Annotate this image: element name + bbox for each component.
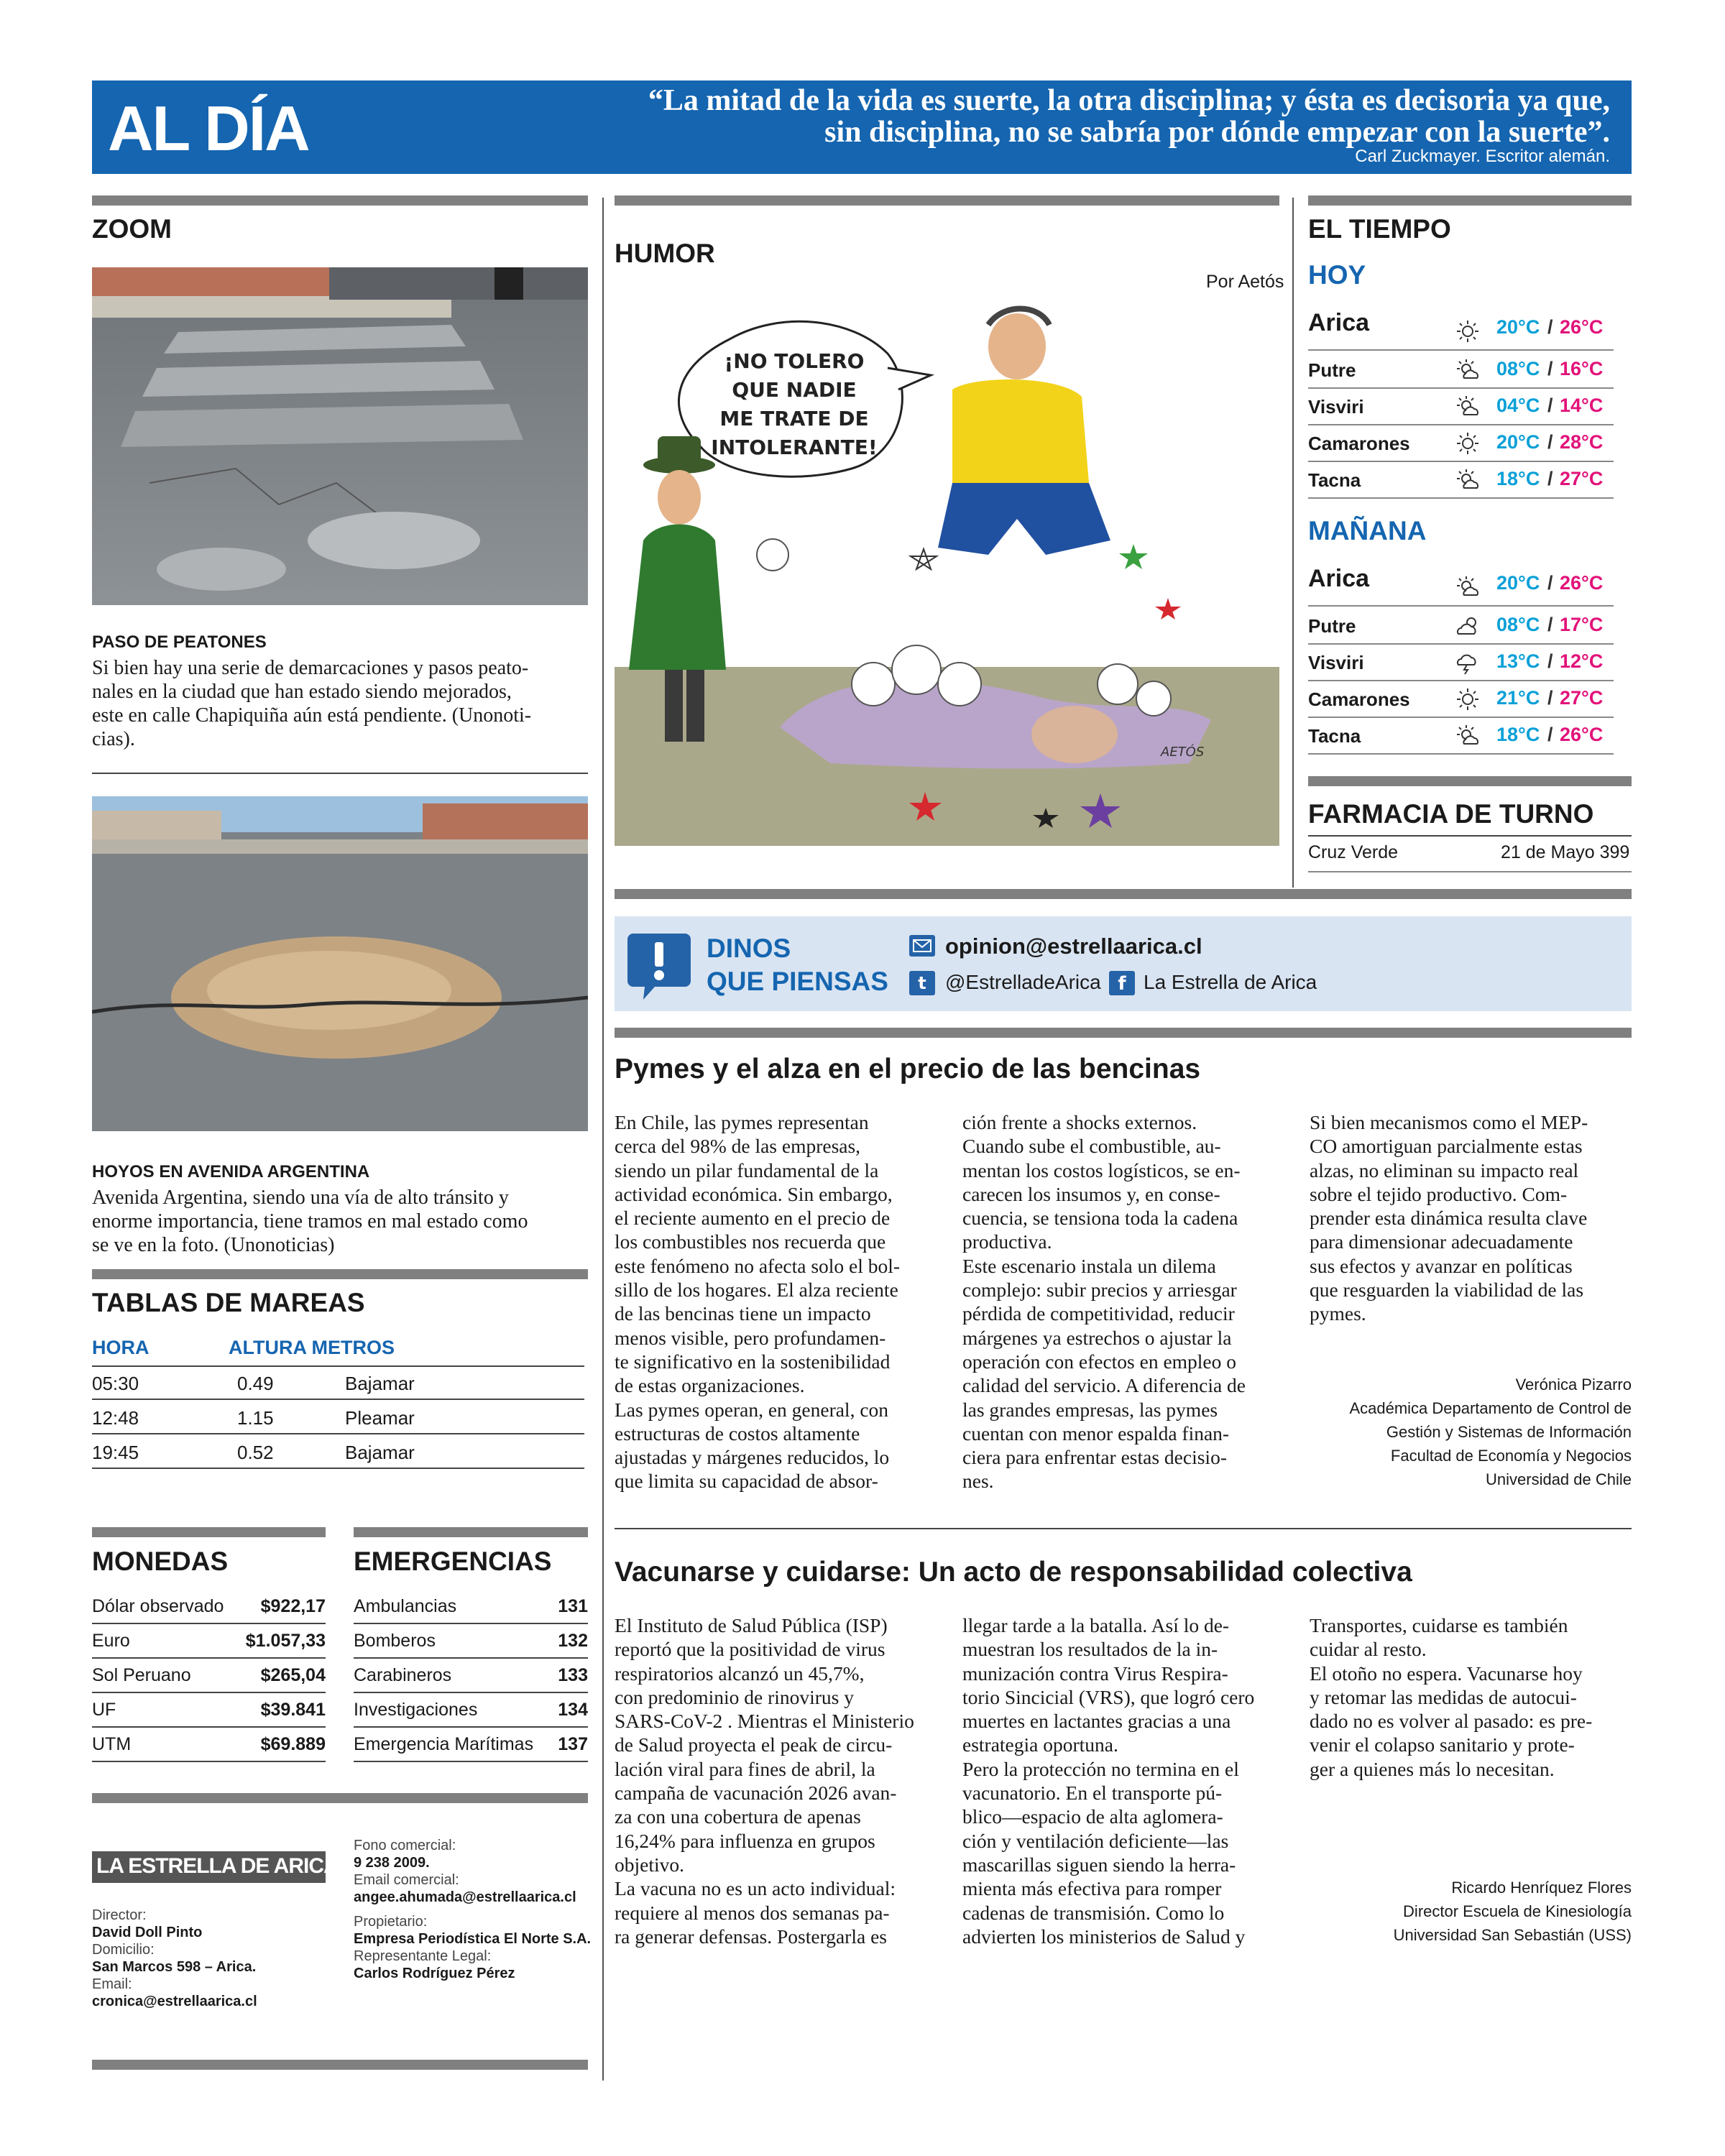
emergencia-number: 133 bbox=[558, 1665, 588, 1685]
monedas-title: MONEDAS bbox=[92, 1547, 229, 1576]
article2-col1: El Instituto de Salud Pública (ISP) reportó que la positividad de virus respiratorios alcanzó un 45,7%, con predominio de rinovirus y SARS-CoV-2 . Mientras el Ministerio de Salud proyecta el peak de circu- lación viral para fines de abril, la campaña de vacunación 2026 avan- za con una cobertura de apenas 16,24% para influenza en grupos objetivo. La vacuna no es un acto individual: requiere al menos dos semanas pa- ra generar defensas. Postergarla es bbox=[615, 1614, 914, 1948]
weather-low: 20°C bbox=[1496, 431, 1540, 453]
weather-row bbox=[1308, 645, 1614, 681]
tides-title: TABLAS DE MAREAS bbox=[92, 1288, 365, 1317]
author-name: Verónica Pizarro bbox=[1515, 1376, 1632, 1393]
email-comercial-label: Email comercial: bbox=[354, 1872, 459, 1888]
weather-city: Putre bbox=[1308, 359, 1356, 381]
caption-line: cias). bbox=[92, 728, 135, 750]
moneda-value: $922,17 bbox=[260, 1596, 326, 1616]
tide-height: 0.49 bbox=[237, 1373, 274, 1394]
weather-low: 20°C bbox=[1496, 572, 1540, 594]
moneda-row bbox=[92, 1659, 326, 1693]
masthead-left bbox=[92, 1907, 257, 2010]
emergencia-name: Investigaciones bbox=[354, 1700, 478, 1720]
contact-heading-line: DINOS bbox=[707, 934, 791, 963]
article1-title: Pymes y el alza en el precio de las bencinas bbox=[615, 1054, 1201, 1084]
emergencia-row bbox=[354, 1693, 588, 1728]
partly-sunny-icon bbox=[1455, 395, 1480, 419]
partly-sunny-icon bbox=[1455, 575, 1480, 599]
weather-row bbox=[1308, 563, 1614, 607]
article1-col1: En Chile, las pymes representan cerca del 98% de las empresas, siendo un pilar fundamental de la actividad económica. Sin embargo, el reciente aumento en el precio de los combustibles nos recuerda que este fenómeno no afecta solo el bol- sillo de los hogares. El alza reciente de las bencinas tiene un impacto menos visible, pero profundamen- te significativo en la sostenibilidad de estas organizaciones. Las pymes operan, en general, con estructuras de costos altamente ajustadas y márgenes reducidos, lo que limita su capacidad de absor- bbox=[615, 1111, 901, 1493]
emergencia-number: 132 bbox=[558, 1631, 588, 1651]
zoom-title: ZOOM bbox=[92, 214, 172, 244]
contact-email[interactable]: opinion@estrellaarica.cl bbox=[945, 934, 1202, 959]
representante-label: Representante Legal: bbox=[354, 1948, 492, 1964]
temp-separator: / bbox=[1547, 395, 1553, 416]
weather-low: 21°C bbox=[1496, 687, 1540, 709]
weather-high: 17°C bbox=[1560, 614, 1604, 635]
emergencias-table bbox=[354, 1590, 588, 1762]
moneda-name: Dólar observado bbox=[92, 1596, 224, 1616]
contact-bar bbox=[615, 916, 1632, 1011]
weather-city: Arica bbox=[1308, 565, 1370, 592]
author-role: Universidad San Sebastián (USS) bbox=[1393, 1926, 1632, 1944]
weather-high: 12°C bbox=[1560, 650, 1604, 672]
temp-separator: / bbox=[1547, 724, 1553, 745]
divider bbox=[92, 773, 588, 774]
email-comercial-value[interactable]: angee.ahumada@estrellaarica.cl bbox=[354, 1889, 576, 1905]
weather-title: EL TIEMPO bbox=[1308, 214, 1451, 244]
weather-low: 04°C bbox=[1496, 395, 1540, 416]
weather-high: 27°C bbox=[1560, 468, 1604, 489]
tide-row bbox=[92, 1367, 584, 1400]
column-divider-right bbox=[1292, 198, 1294, 888]
caption-line: Avenida Argentina, siendo una vía de alto tránsito y bbox=[92, 1187, 509, 1209]
bubble-line: QUE NADIE bbox=[732, 378, 857, 402]
emergencia-number: 134 bbox=[558, 1700, 588, 1720]
moneda-row bbox=[92, 1728, 326, 1762]
emergencia-row bbox=[354, 1659, 588, 1693]
moneda-value: $265,04 bbox=[260, 1665, 326, 1685]
caption-line: enorme importancia, tiene tramos en mal estado como bbox=[92, 1210, 528, 1233]
moneda-value: $1.057,33 bbox=[245, 1631, 326, 1651]
farmacia-rule bbox=[1308, 776, 1632, 786]
fono-label: Fono comercial: bbox=[354, 1838, 456, 1853]
humor-cartoon bbox=[615, 296, 1279, 846]
weather-row bbox=[1308, 681, 1614, 718]
weather-city: Visviri bbox=[1308, 396, 1364, 418]
weather-high: 14°C bbox=[1560, 395, 1604, 416]
tides-rule bbox=[92, 1269, 588, 1279]
domicilio-label: Domicilio: bbox=[92, 1942, 155, 1958]
weather-high: 26°C bbox=[1560, 724, 1604, 745]
weather-row bbox=[1308, 308, 1614, 351]
contact-twitter[interactable]: @EstrelladeArica bbox=[945, 971, 1101, 993]
weather-low: 13°C bbox=[1496, 650, 1540, 672]
humor-title: HUMOR bbox=[615, 239, 715, 268]
weather-high: 27°C bbox=[1560, 687, 1604, 709]
masthead-right bbox=[354, 1837, 591, 1982]
bubble-line: INTOLERANTE! bbox=[711, 436, 878, 459]
tide-time: 19:45 bbox=[92, 1442, 139, 1463]
weather-city: Arica bbox=[1308, 309, 1370, 336]
tide-type: Bajamar bbox=[345, 1442, 415, 1463]
comment-alert-icon bbox=[626, 931, 692, 997]
moneda-name: Sol Peruano bbox=[92, 1665, 191, 1685]
author-role: Gestión y Sistemas de Información bbox=[1386, 1423, 1632, 1441]
author-name: Ricardo Henríquez Flores bbox=[1451, 1879, 1632, 1897]
header-quote-line1: “La mitad de la vida es suerte, la otra disciplina; y ésta es decisoria ya que, bbox=[648, 84, 1610, 117]
tide-type: Pleamar bbox=[345, 1407, 415, 1429]
farmacia-address: 21 de Mayo 399 bbox=[1501, 842, 1630, 862]
moneda-value: $39.841 bbox=[260, 1700, 326, 1720]
emergencia-row bbox=[354, 1624, 588, 1659]
crosswalk-photo bbox=[92, 267, 588, 605]
cloudy-icon bbox=[1455, 614, 1480, 638]
weather-city: Visviri bbox=[1308, 652, 1364, 673]
zoom-caption-1 bbox=[92, 656, 588, 751]
bottom-rule bbox=[92, 2060, 588, 2070]
weather-row bbox=[1308, 352, 1614, 389]
director-name: David Doll Pinto bbox=[92, 1925, 203, 1940]
article2-col3: Transportes, cuidarse es también cuidar al resto. El otoño no espera. Vacunarse hoy y retomar las medidas de autocui- dado no es volver al pasado: es pre- venir el colapso sanitario y prote- ger a quienes más lo necesitan. bbox=[1310, 1614, 1593, 1780]
pothole-photo bbox=[92, 796, 588, 1131]
monedas-table bbox=[92, 1590, 326, 1762]
weather-city: Camarones bbox=[1308, 433, 1410, 454]
emergencia-row bbox=[354, 1590, 588, 1624]
twitter-icon: t bbox=[909, 971, 935, 995]
sun-icon bbox=[1455, 687, 1480, 711]
temp-separator: / bbox=[1547, 431, 1553, 453]
temp-separator: / bbox=[1547, 316, 1553, 338]
article1-rule bbox=[615, 1028, 1632, 1038]
emergencias-title: EMERGENCIAS bbox=[354, 1547, 552, 1576]
caption-line: nales en la ciudad que han estado siendo mejorados, bbox=[92, 681, 512, 703]
weather-city: Tacna bbox=[1308, 725, 1361, 747]
zoom-caption-heading-1: PASO DE PEATONES bbox=[92, 632, 267, 652]
article2-col2: llegar tarde a la batalla. Así lo de- muestran los resultados de la in- munización contra Virus Respira- torio Sincicial (VRS), que logró cero muertes en lactantes gracias a una estrategia oportuna. Pero la protección no termina en el vacunatorio. En el transporte pú- blico—espacio de alta aglomera- ción y ventilación deficiente—las mascarillas siguen siendo la herra- mienta más efectiva para romper cadenas de transmisión. Como lo advierten los ministerios de Salud y bbox=[962, 1614, 1255, 1948]
weather-city: Camarones bbox=[1308, 688, 1410, 710]
storm-icon bbox=[1455, 650, 1480, 675]
representante-value: Carlos Rodríguez Pérez bbox=[354, 1966, 515, 1981]
temp-separator: / bbox=[1547, 572, 1553, 594]
divider bbox=[615, 1528, 1632, 1529]
tide-type: Bajamar bbox=[345, 1373, 415, 1394]
author-role: Director Escuela de Kinesiología bbox=[1403, 1902, 1632, 1920]
weather-city: Putre bbox=[1308, 615, 1356, 637]
caption-line: este en calle Chapiquiña aún está pendiente. (Unonoti- bbox=[92, 704, 532, 727]
contact-heading-line: QUE PIENSAS bbox=[707, 967, 888, 996]
weather-high: 26°C bbox=[1560, 572, 1604, 594]
caption-line: Si bien hay una serie de demarcaciones y pasos peato- bbox=[92, 657, 529, 679]
emergencia-name: Carabineros bbox=[354, 1665, 452, 1685]
weather-high: 16°C bbox=[1560, 358, 1604, 379]
article2-signature bbox=[1294, 1876, 1632, 1947]
moneda-name: Euro bbox=[92, 1631, 130, 1651]
column-divider-left bbox=[602, 198, 604, 2081]
emergencia-number: 131 bbox=[558, 1596, 588, 1616]
emergencia-name: Bomberos bbox=[354, 1631, 436, 1651]
weather-row bbox=[1308, 718, 1614, 755]
temp-separator: / bbox=[1547, 614, 1553, 635]
weather-high: 26°C bbox=[1560, 316, 1604, 338]
farmacia-name: Cruz Verde bbox=[1308, 842, 1399, 862]
contact-heading bbox=[707, 932, 888, 998]
weather-row bbox=[1308, 462, 1614, 499]
sun-icon bbox=[1455, 319, 1480, 344]
cartoon-signature: AETÓS bbox=[1161, 745, 1205, 760]
bubble-line: ¡NO TOLERO bbox=[724, 349, 865, 373]
facebook-icon: f bbox=[1109, 971, 1135, 995]
moneda-row bbox=[92, 1590, 326, 1624]
tide-time: 12:48 bbox=[92, 1407, 139, 1429]
humor-byline: Por Aetós bbox=[1206, 272, 1284, 292]
email-label: Email: bbox=[92, 1976, 132, 1992]
tides-col-hora: HORA bbox=[92, 1337, 150, 1358]
author-role: Académica Departamento de Control de bbox=[1349, 1399, 1632, 1417]
emergencia-number: 137 bbox=[558, 1734, 588, 1754]
domicilio-value: San Marcos 598 – Arica. bbox=[92, 1959, 257, 1975]
zoom-rule bbox=[92, 195, 588, 206]
weather-rule bbox=[1308, 195, 1632, 206]
temp-separator: / bbox=[1547, 358, 1553, 379]
tide-height: 1.15 bbox=[237, 1407, 274, 1429]
monedas-rule bbox=[92, 1527, 326, 1537]
contact-rule bbox=[615, 889, 1632, 899]
header-quote-author: Carl Zuckmayer. Escritor alemán. bbox=[1355, 147, 1610, 166]
weather-low: 08°C bbox=[1496, 358, 1540, 379]
article1-col2: ción frente a shocks externos. Cuando sube el combustible, au- mentan los costos logísticos, se en- carecen los insumos y, en conse- cuencia, se tensiona toda la cadena productiva. Este escenario instala un dilema complejo: subir precios y arriesgar pérdida de competitividad, reducir márgenes ya estrechos o ajustar la operación con efectos en empleo o calidad del servicio. A diferencia de las grandes empresas, las pymes cuentan con menor espalda finan- ciera para enfrentar estas decisio- nes. bbox=[962, 1111, 1246, 1493]
section-header bbox=[92, 80, 1632, 174]
emergencia-name: Emergencia Marítimas bbox=[354, 1734, 534, 1754]
mail-icon bbox=[909, 935, 935, 957]
emergencia-row bbox=[354, 1728, 588, 1762]
emergencias-rule bbox=[354, 1527, 588, 1537]
moneda-value: $69.889 bbox=[260, 1734, 326, 1754]
tide-height: 0.52 bbox=[237, 1442, 274, 1463]
tide-time: 05:30 bbox=[92, 1373, 139, 1394]
section-title: AL DÍA bbox=[108, 93, 309, 164]
propietario-value: Empresa Periodística El Norte S.A. bbox=[354, 1931, 592, 1947]
temp-separator: / bbox=[1547, 650, 1553, 672]
caption-line: se ve en la foto. (Unonoticias) bbox=[92, 1234, 335, 1256]
weather-high: 28°C bbox=[1560, 431, 1604, 453]
farmacia-title: FARMACIA DE TURNO bbox=[1308, 799, 1594, 829]
tide-row bbox=[92, 1436, 584, 1469]
moneda-row bbox=[92, 1693, 326, 1728]
humor-rule bbox=[615, 195, 1279, 206]
weather-row bbox=[1308, 425, 1614, 462]
weather-low: 18°C bbox=[1496, 724, 1540, 745]
contact-facebook[interactable]: La Estrella de Arica bbox=[1144, 971, 1317, 993]
tide-row bbox=[92, 1401, 584, 1434]
weather-low: 20°C bbox=[1496, 316, 1540, 338]
emergencia-name: Ambulancias bbox=[354, 1596, 457, 1616]
zoom-caption-2 bbox=[92, 1186, 588, 1257]
article2-title: Vacunarse y cuidarse: Un acto de responsabilidad colectiva bbox=[615, 1557, 1412, 1588]
weather-row bbox=[1308, 608, 1614, 645]
weather-city: Tacna bbox=[1308, 469, 1361, 491]
partly-sunny-icon bbox=[1455, 724, 1480, 748]
moneda-row bbox=[92, 1624, 326, 1659]
sun-icon bbox=[1455, 431, 1480, 456]
moneda-name: UF bbox=[92, 1700, 116, 1720]
author-role: Facultad de Economía y Negocios bbox=[1390, 1447, 1632, 1465]
tides-col-altura: ALTURA METROS bbox=[229, 1337, 395, 1358]
author-role: Universidad de Chile bbox=[1486, 1470, 1632, 1488]
email-value[interactable]: cronica@estrellaarica.cl bbox=[92, 1994, 257, 2009]
temp-separator: / bbox=[1547, 687, 1553, 709]
moneda-name: UTM bbox=[92, 1734, 132, 1754]
divider bbox=[1308, 871, 1632, 872]
weather-hoy-label: HOY bbox=[1308, 260, 1366, 290]
zoom-caption-heading-2: HOYOS EN AVENIDA ARGENTINA bbox=[92, 1162, 370, 1181]
article1-signature bbox=[1294, 1373, 1632, 1491]
header-quote-line2: sin disciplina, no se sabría por dónde empezar con la suerte”. bbox=[824, 116, 1610, 149]
weather-low: 18°C bbox=[1496, 468, 1540, 489]
partly-sunny-icon bbox=[1455, 468, 1480, 492]
fono-value: 9 238 2009. bbox=[354, 1855, 430, 1871]
temp-separator: / bbox=[1547, 468, 1553, 489]
article1-col3: Si bien mecanismos como el MEP- CO amortiguan parcialmente estas alzas, no eliminan su impacto real sobre el tejido productivo. Com- prender esta dinámica resulta clave para dimensionar adecuadamente sus efectos y avanzar en políticas que resguarden la viabilidad de las pymes. bbox=[1310, 1111, 1588, 1325]
weather-manana-label: MAÑANA bbox=[1308, 516, 1427, 545]
director-label: Director: bbox=[92, 1907, 147, 1923]
weather-low: 08°C bbox=[1496, 614, 1540, 635]
newspaper-logo: LA ESTRELLA DE ARICA bbox=[92, 1851, 326, 1883]
propietario-label: Propietario: bbox=[354, 1914, 428, 1930]
partly-sunny-icon bbox=[1455, 358, 1480, 382]
masthead-rule bbox=[92, 1793, 588, 1803]
divider bbox=[1308, 835, 1632, 837]
bubble-line: ME TRATE DE bbox=[719, 407, 869, 430]
weather-row bbox=[1308, 389, 1614, 425]
